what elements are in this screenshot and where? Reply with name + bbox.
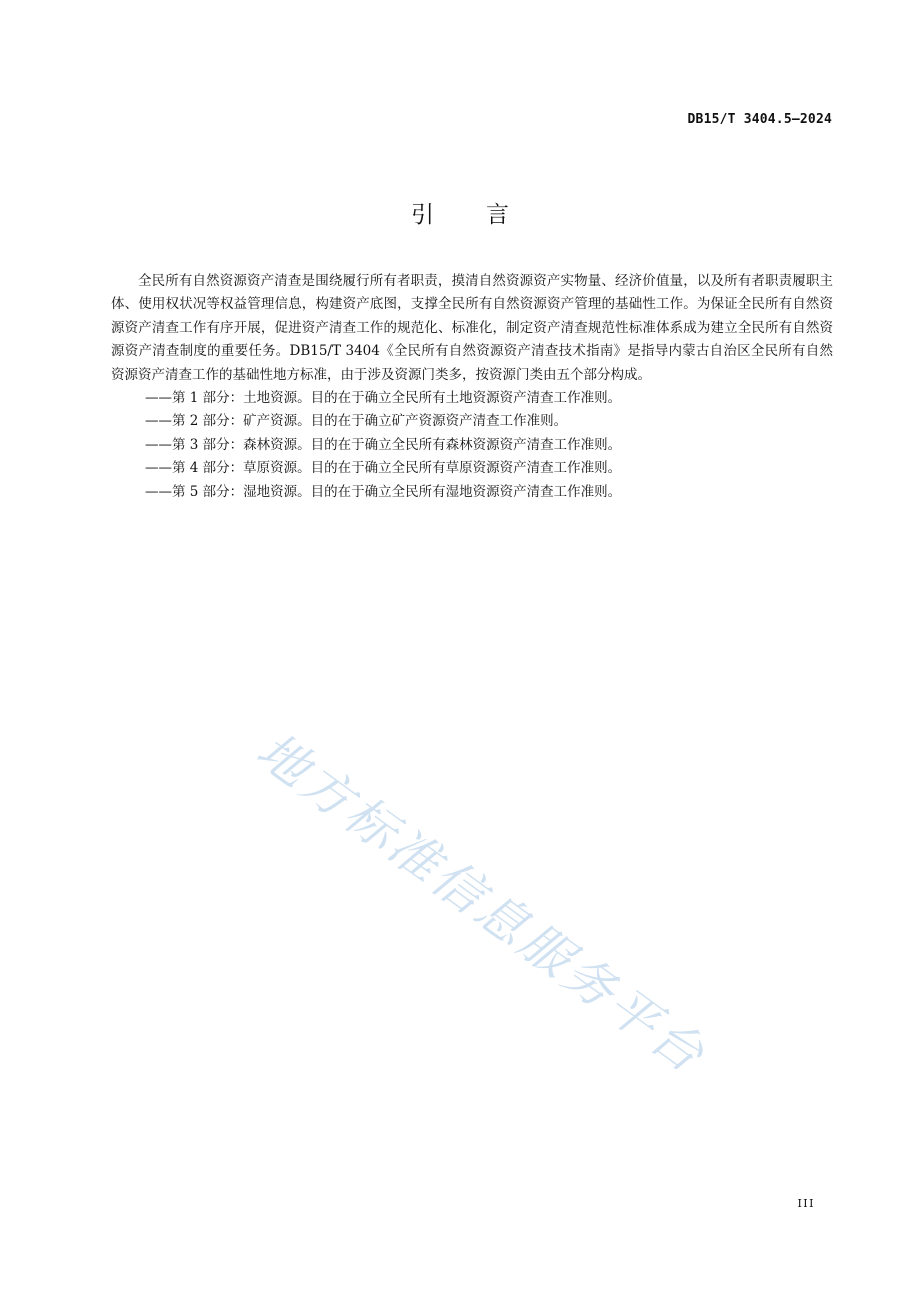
- part-item-4: ——第 4 部分：草原资源。目的在于确立全民所有草原资源资产清查工作准则。: [145, 460, 622, 477]
- parts-list: [111, 387, 833, 504]
- watermark: 地方标准信息服务平台: [246, 721, 718, 1086]
- part-item-2: ——第 2 部分：矿产资源。目的在于确立矿产资源资产清查工作准则。: [145, 413, 568, 430]
- part-item-5: ——第 5 部分：湿地资源。目的在于确立全民所有湿地资源资产清查工作准则。: [145, 483, 622, 500]
- body-text: [111, 270, 833, 504]
- section-title: 引言: [411, 202, 561, 228]
- page-number: III: [797, 1197, 815, 1210]
- intro-paragraph: 全民所有自然资源资产清查是围绕履行所有者职责，摸清自然资源资产实物量、经济价值量，以及所有者职责履职主体、使用权状况等权益管理信息，构建资产底图，支撑全民所有自然资源资产管理的基础性工作。为保证全民所有自然资源资产清查工作有序开展，促进资产清查工作的规范化、标准化，制定资产清查规范性标准体系成为建立全民所有自然资源资产清查制度的重要任务。DB15/T 3404《全民所有自然资源资产清查技术指南》是指导内蒙古自治区全民所有自然资源资产清查工作的基础性地方标准，由于涉及资源门类多，按资源门类由五个部分构成。: [111, 273, 833, 383]
- standard-code: DB15/T 3404.5—2024: [687, 112, 832, 127]
- part-item-3: ——第 3 部分：森林资源。目的在于确立全民所有森林资源资产清查工作准则。: [145, 436, 622, 453]
- part-item-1: ——第 1 部分：土地资源。目的在于确立全民所有土地资源资产清查工作准则。: [145, 390, 622, 407]
